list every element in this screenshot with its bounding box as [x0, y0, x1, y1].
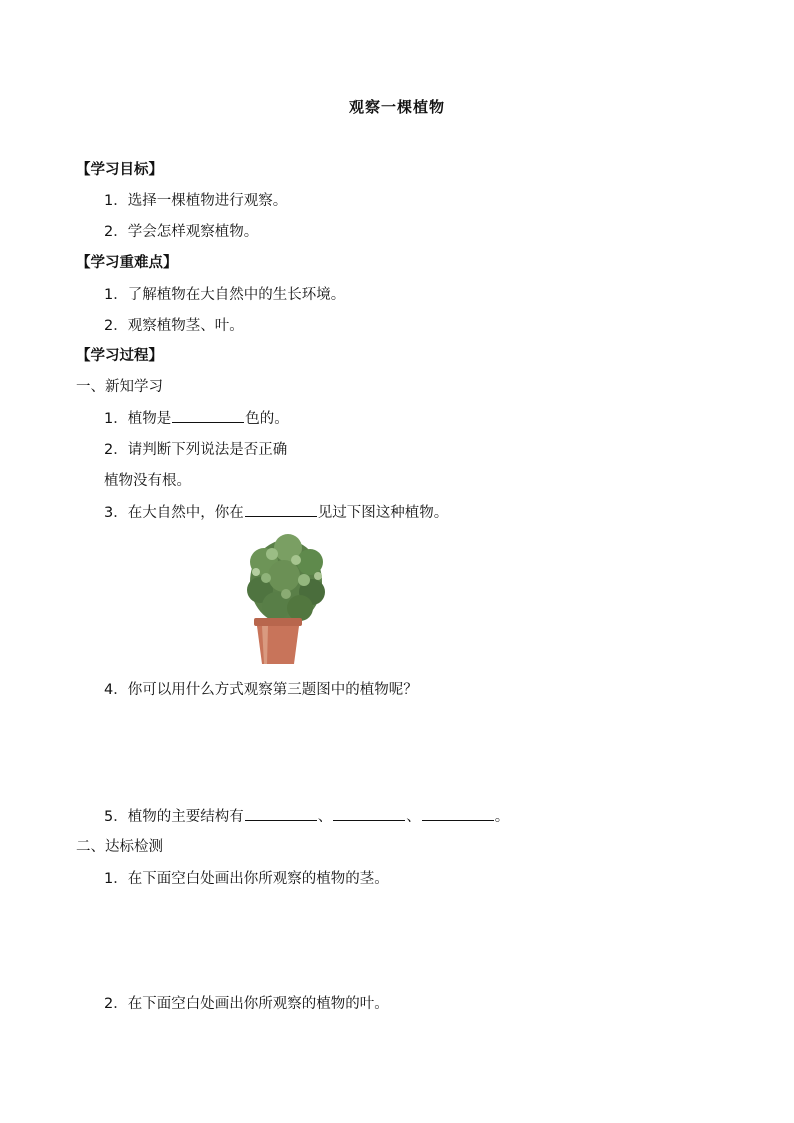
check-question-1: 1．在下面空白处画出你所观察的植物的茎。	[104, 871, 389, 887]
question-3	[104, 502, 448, 523]
process-heading: 【学习过程】	[76, 348, 163, 364]
plant-foliage	[247, 534, 325, 624]
objectives-heading: 【学习目标】	[76, 162, 163, 178]
question-3-text: 3．在大自然中，你在	[104, 505, 244, 521]
question-2: 2．请判断下列说法是否正确	[104, 442, 288, 458]
page-title: 观察一棵植物	[348, 98, 445, 116]
question-5-text: 5．植物的主要结构有	[104, 809, 244, 825]
question-4: 4．你可以用什么方式观察第三题图中的植物呢？	[104, 682, 418, 698]
question-1-suffix: 色的。	[245, 411, 289, 427]
question-5-separator: 、	[406, 809, 421, 825]
key-points-heading: 【学习重难点】	[76, 255, 178, 271]
section1-heading: 一、新知学习	[76, 379, 163, 395]
key-point-item: 2．观察植物茎、叶。	[104, 318, 244, 334]
question-2-statement: 植物没有根。	[104, 473, 191, 489]
potted-plant-image	[246, 532, 328, 668]
section2-heading: 二、达标检测	[76, 839, 163, 855]
question-5	[104, 806, 509, 827]
answer-blank[interactable]	[245, 502, 317, 517]
question-1-text: 1．植物是	[104, 411, 172, 427]
objective-item: 1．选择一棵植物进行观察。	[104, 193, 288, 209]
check-question-2: 2．在下面空白处画出你所观察的植物的叶。	[104, 996, 389, 1012]
question-5-separator: 、	[317, 809, 333, 825]
question-5-suffix: 。	[494, 809, 510, 825]
answer-blank[interactable]	[333, 806, 405, 821]
question-1	[104, 408, 289, 429]
answer-blank[interactable]	[422, 806, 494, 821]
answer-blank[interactable]	[172, 408, 244, 423]
question-3-suffix: 见过下图这种植物。	[317, 505, 449, 521]
key-point-item: 1．了解植物在大自然中的生长环境。	[104, 287, 346, 303]
flower-pot	[254, 618, 302, 664]
answer-blank[interactable]	[245, 806, 317, 821]
objective-item: 2．学会怎样观察植物。	[104, 224, 259, 240]
